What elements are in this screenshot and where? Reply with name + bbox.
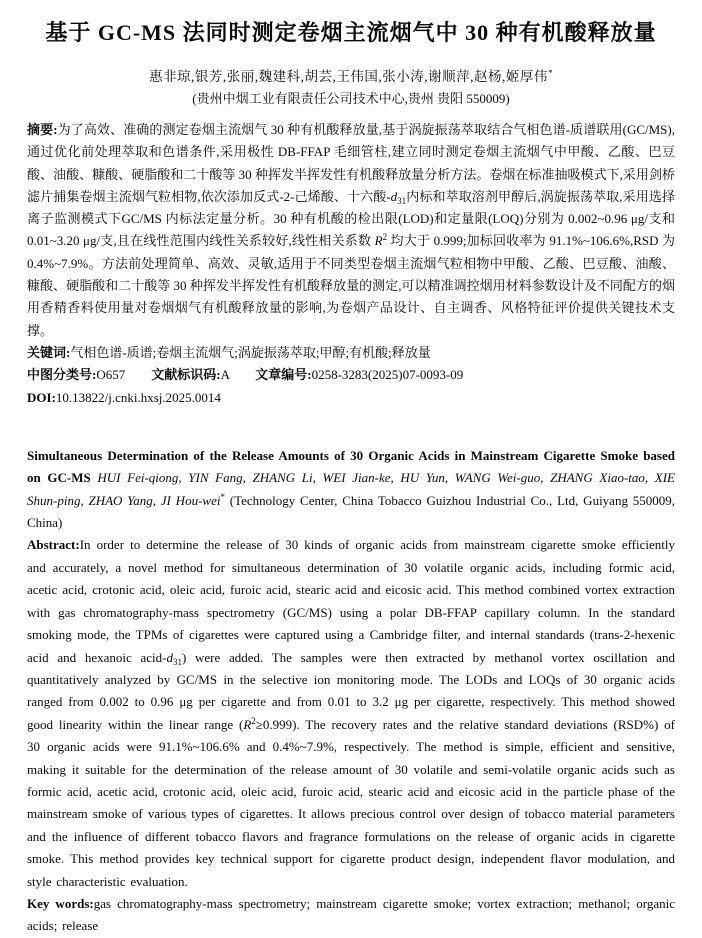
english-section <box>27 445 675 938</box>
keywords-en: Key words:gas chromatography-mass spectrometry; mainstream cigarette smoke; vortex extraction; methanol; organic acids; release <box>27 895 675 934</box>
affiliation-zh: (贵州中烟工业有限责任公司技术中心,贵州 贵阳 550009) <box>192 91 510 106</box>
paper-title-en: Simultaneous Determination of the Release Amounts of 30 Organic Acids in Mainstream Cigarette Smoke based on GC-MS HUI Fei-qiong, YIN Fang, ZHANG Li, WEI Jian-ke, HU Yun, WANG Wei-guo, ZHANG Xiao-tao, XIE Shun-ping, ZHAO Yang, JI Hou-wei* (Technology Center, China Tobacco Guizhou Industrial Co., Ltd, Guiyang 550009, China) <box>27 447 675 531</box>
classification-line: 中图分类号:O657 文献标识码:A 文章编号:0258-3283(2025)07-0093-09 <box>27 367 464 383</box>
paper-title-zh: 基于 GC-MS 法同时测定卷烟主流烟气中 30 种有机酸释放量 <box>45 20 657 45</box>
authors-zh: 惠非琼,银芳,张丽,魏建科,胡芸,王伟国,张小涛,谢顺萍,赵杨,姬厚伟* <box>149 68 553 84</box>
doi-line: DOI:10.13822/j.cnki.hxsj.2025.0014 <box>27 389 221 405</box>
keywords-zh: 关键词:气相色谱-质谱;卷烟主流烟气;涡旋振荡萃取;甲醇;有机酸;释放量 <box>27 344 431 360</box>
abstract-zh: 摘要:为了高效、准确的测定卷烟主流烟气 30 种有机酸释放量,基于涡旋振荡萃取结合气相色谱-质谱联用(GC/MS),通过优化前处理萃取和色谱条件,采用极性 DB-FFAP 毛细管柱,建立同时测定卷烟主流烟气中甲酸、乙酸、巴豆酸、油酸、糠酸、硬脂酸和二十酸等 30 种挥发半挥发性有机酸释放量分析方法。卷烟在标准抽吸模式下,采用剑桥滤片捕集卷烟主流烟气粒相物,依次添加反式-2-己烯酸、十六酸$-d_{31}$内标和萃取溶剂甲醇后,涡旋振荡萃取,采用选择离子监测模式下GC/MS 内标法定量分析。30 种有机酸的检出限(LOD)和定量限(LOQ)分别为 0.002~0.96 μg/支和 0.01~3.20 μg/支,且在线性范围内线性关系较好,线性相关系数 $R^2$ 均大于 0.999;加标回收率为 91.1%~106.6%,RSD 为 0.4%~7.9%。方法前处理简单、高效、灵敏,适用于不同类型卷烟主流烟气粒相物中甲酸、乙酸、巴豆酸、油酸、糠酸、硬脂酸和二十酸等 30 种挥发半挥发性有机酸释放量的测定,可以精准调控烟用材料参数设计及不同配方的烟用香精香料使用量对卷烟烟气有机酸释放量的影响,为卷烟产品设计、自主调香、风格特征评价提供关键技术支撑。 <box>27 122 675 338</box>
abstract-en: Abstract:In order to determine the release of 30 kinds of organic acids from mainstream cigarette smoke efficiently and accurately, a novel method for simultaneous determination of 30 volatile organic acids, including formic acid, acetic acid, crotonic acid, oleic acid, furoic acid, stearic acid and eicosic acid. This method combined vortex extraction with gas chromatography-mass spectrometry (GC/MS) using a polar DB-FFAP capillary column. In the standard smoking mode, the TPMs of cigarettes were captured using a Cambridge filter, and internal standards (trans-2-hexenic acid and hexanoic acid-$d_{31}$) were added. The samples were then extracted by methanol vortex oscillation and quantitatively analyzed by GC/MS in the selective ion monitoring mode. The LODs and LOQs of 30 organic acids ranged from 0.002 to 0.96 μg per cigarette and from 0.01 to 3.2 μg per cigarette, respectively. This method showed good linearity within the linear range $(R^2\ge 0.999)$. The recovery rates and the relative standard deviations (RSD%) of 30 organic acids were 91.1%~106.6% and 0.4%~7.9%, respectively. The method is simple, efficient and sensitive, making it suitable for the determination of the release amount of 30 volatile and semi-volatile organic acids such as formic acid, acetic acid, crotonic acid, oleic acid, furoic acid, stearic acid and eicosic acid in the particle phase of the mainstream smoke of various types of cigarettes. It allows precious control over design of tobacco material parameters and the influence of different tobacco flavors and fragrance formulations on the release of organic acids in cigarette smoke. This method provides key technical support for cigarette product design, independent flavor modulation, and style characteristic evaluation. <box>27 537 675 889</box>
